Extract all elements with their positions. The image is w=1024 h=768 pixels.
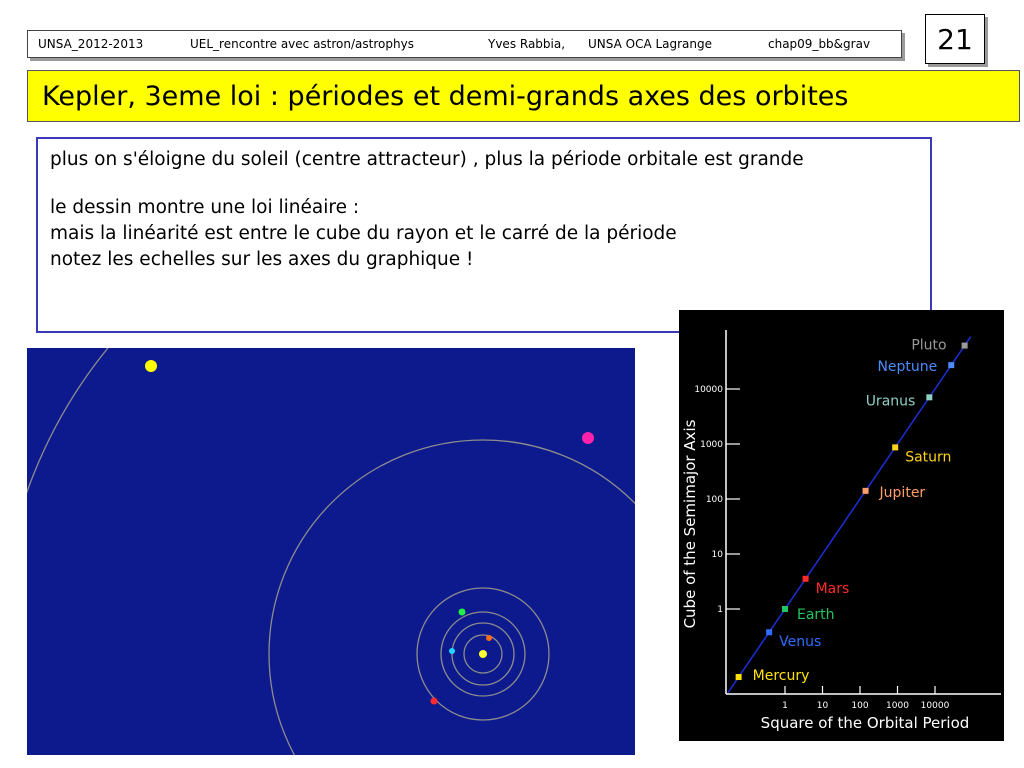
data-point-jupiter [863,488,869,494]
data-label-neptune: Neptune [877,359,938,376]
explanation-line-2: le dessin montre une loi linéaire : [50,197,360,218]
data-label-pluto: Pluto [911,337,947,354]
course-name: UEL_rencontre avec astron/astrophys [190,37,414,51]
explanation-line-1: plus on s'éloigne du soleil (centre attracteur) , plus la période orbitale est grande [50,149,804,170]
fit-line [728,337,971,693]
data-point-pluto [962,343,968,349]
data-point-mercury [736,674,742,680]
x-tick-label: 1000 [886,701,909,711]
data-point-saturn [892,444,898,450]
orbit-ring [27,348,635,755]
data-point-neptune [948,362,954,368]
explanation-line-3: mais la linéarité est entre le cube du rayon et le carré de la période [50,223,677,244]
author: Yves Rabbia, [488,37,566,51]
planet-dot [145,360,157,372]
y-tick-label: 10 [711,550,723,560]
slide-number: 21 [925,14,985,64]
orbit-ring [269,440,635,755]
explanation-box [36,137,932,333]
header-bar [27,30,902,58]
x-tick-label: 10 [816,701,829,711]
y-tick-label: 1000 [700,440,723,450]
x-tick-label: 1 [782,701,788,711]
data-label-jupiter: Jupiter [879,484,926,501]
data-label-uranus: Uranus [865,393,916,410]
explanation-line-4: notez les echelles sur les axes du graphique ! [50,249,474,270]
data-point-venus [766,629,772,635]
data-point-earth [782,606,788,612]
data-label-mercury: Mercury [752,668,810,685]
kepler-chart-svg [679,310,1004,741]
planet-dot [486,635,492,641]
x-tick-label: 100 [851,701,869,711]
orbit-diagram-svg [27,348,635,755]
kepler-chart [679,310,1004,741]
y-axis-title: Cube of the Semimajor Axis [681,419,699,629]
data-label-venus: Venus [779,634,822,651]
y-tick-label: 10000 [694,385,723,395]
data-label-mars: Mars [815,580,850,597]
orbit-diagram [27,348,635,755]
data-point-uranus [926,394,932,400]
data-point-mars [803,576,809,582]
planet-dot [449,648,455,654]
planet-dot [431,698,438,705]
y-tick-label: 1 [717,605,723,615]
y-tick-label: 100 [705,495,723,505]
slide-title: Kepler, 3eme loi : périodes et demi-grands axes des orbites [27,70,1020,122]
sun-dot [479,650,487,658]
course-years: UNSA_2012-2013 [38,37,144,51]
planet-dot [459,609,466,616]
planet-dot [582,432,594,444]
institution: UNSA OCA Lagrange [588,37,713,51]
chapter: chap09_bb&grav [768,37,871,51]
data-label-earth: Earth [797,607,835,623]
x-axis-title: Square of the Orbital Period [760,714,970,732]
data-label-saturn: Saturn [905,449,952,466]
x-tick-label: 10000 [920,701,950,711]
